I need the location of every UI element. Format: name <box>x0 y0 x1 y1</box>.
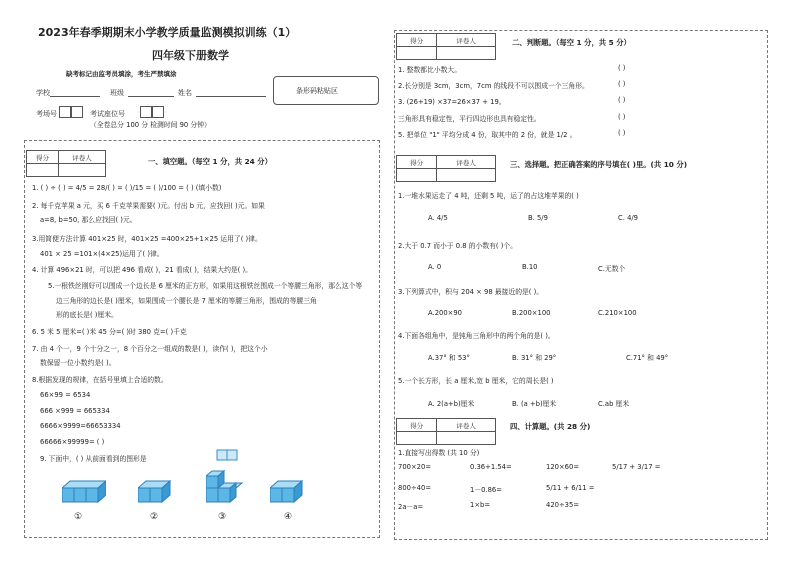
question-9: 9. 下面中，( ) 从前面看到的图形是 <box>40 455 147 463</box>
question-5-line-1: 5.一根铁丝刚好可以围成一个边长是 6 厘米的正方形，如果用这根铁丝围成一个等腰三角形，那么这个等 <box>48 282 363 290</box>
choice-2: 2.大于 0.7 而小于 0.8 的小数有( )个。 <box>398 242 517 250</box>
judge-1-answer[interactable]: ( ) <box>618 64 626 72</box>
exam-notice: 缺考标记由监考员填涂，考生严禁填涂 <box>66 70 177 78</box>
calc-5: 800÷40= <box>398 484 432 492</box>
judge-3: 3. (26+19) ×37=26×37 + 19。 <box>398 98 506 106</box>
cube-figure-2 <box>138 476 174 508</box>
reviewer-header: 评卷人 <box>437 34 496 47</box>
judge-5-answer[interactable]: ( ) <box>618 129 626 137</box>
calc-title: 1.直接写出得数 (共 10 分) <box>398 449 480 457</box>
score-header: 得分 <box>27 151 59 164</box>
question-7-line-1: 7. 由 4 个一，9 个十分之一，8 个百分之一组成的数是( )，读作( )，把这个小 <box>32 345 268 353</box>
calc-9: 1×b= <box>470 501 491 509</box>
judge-3-answer[interactable]: ( ) <box>618 96 626 104</box>
choice-5: 5.一个长方形，长 a 厘米,宽 b 厘米，它的周长是( ) <box>398 377 554 385</box>
score-cell[interactable] <box>397 432 437 445</box>
barcode-label: 条形码粘贴区 <box>296 87 338 95</box>
class-field[interactable] <box>128 96 174 97</box>
choice-3: 3.下列算式中，积与 204 × 98 最接近的是( )。 <box>398 288 544 296</box>
pattern-line-4: 66666×99999= ( ) <box>40 438 105 446</box>
exam-meta: （全卷总分 100 分 检测时间 90 分钟） <box>90 121 211 129</box>
reviewer-cell[interactable] <box>437 47 496 60</box>
school-label: 学校 <box>36 89 50 97</box>
question-1: 1. ( ) ÷ ( ) = 4/5 = 28/( ) = ( )/15 = ( )/100 = ( ) (填小数) <box>32 184 222 192</box>
option-3-label: ③ <box>218 512 227 522</box>
choice-4-b: B. 31° 和 29° <box>512 354 557 362</box>
front-view-shape <box>216 449 238 461</box>
score-table-1 <box>26 150 106 177</box>
calc-7: 5/11 + 6/11 = <box>546 484 595 492</box>
reviewer-cell[interactable] <box>437 169 496 182</box>
pattern-line-3: 6666×9999=66653334 <box>40 422 121 430</box>
question-8: 8.根据发现的规律，在括号里填上合适的数。 <box>32 376 168 384</box>
question-2-line-1: 2. 每千克苹果 a 元，买 6 千克苹果需要( )元。付出 b 元，应找回( )元。如果 <box>32 202 265 210</box>
pattern-line-2: 666 ×999 = 665334 <box>40 407 110 415</box>
cube-figure-3 <box>206 470 246 510</box>
score-cell[interactable] <box>27 164 59 177</box>
reviewer-cell[interactable] <box>437 432 496 445</box>
judge-4: 三角形具有稳定性，平行四边形也具有稳定性。 <box>398 115 541 123</box>
score-header: 得分 <box>397 156 437 169</box>
choice-2-c: C.无数个 <box>598 265 626 273</box>
option-2-label: ② <box>150 512 159 522</box>
choice-1-c: C. 4/9 <box>618 214 639 222</box>
score-table-3 <box>396 155 496 182</box>
cube-figure-4 <box>270 478 310 508</box>
reviewer-header: 评卷人 <box>437 156 496 169</box>
question-6: 6. 5 米 5 厘米=( )米 45 分=( )时 380 克=( )千克 <box>32 328 187 336</box>
choice-4-c: C.71° 和 49° <box>626 354 669 362</box>
exam-room-boxes[interactable] <box>59 106 83 120</box>
choice-5-c: C.ab 厘米 <box>598 400 630 408</box>
judge-2-answer[interactable]: ( ) <box>618 80 626 88</box>
barcode-area <box>273 76 379 105</box>
pattern-line-1: 66×99 = 6534 <box>40 391 91 399</box>
seat-boxes[interactable] <box>140 106 164 120</box>
choice-1-a: A. 4/5 <box>428 214 448 222</box>
section-2-title: 二、判断题。（每空 1 分，共 5 分） <box>512 38 631 47</box>
option-4-label: ④ <box>284 512 293 522</box>
school-field[interactable] <box>50 96 100 97</box>
choice-3-c: C.210×100 <box>598 309 637 317</box>
question-3-line-1: 3.用简便方法计算 401×25 时，401×25 =400×25+1×25 运用了( )律。 <box>32 235 262 243</box>
question-5-line-3: 形的底长是( )厘米。 <box>56 311 118 319</box>
question-4: 4. 计算 496×21 时，可以把 496 看成( )，21 看成( )，结果大约是( )。 <box>32 266 252 274</box>
cube-figure-1 <box>62 478 106 508</box>
question-3-line-2: 401 × 25 =101×(4×25)运用了( )律。 <box>40 250 164 258</box>
score-header: 得分 <box>397 34 437 47</box>
class-label: 班级 <box>110 89 124 97</box>
exam-room-label: 考场号 <box>36 110 57 118</box>
score-table-2 <box>396 33 496 60</box>
seat-label: 考试座位号 <box>90 110 125 118</box>
right-column-box <box>394 30 768 540</box>
page-title: 2023年春季期期末小学教学质量监测模拟训练（1） <box>38 26 297 39</box>
score-header: 得分 <box>397 419 437 432</box>
option-1-label: ① <box>74 512 83 522</box>
name-label: 姓名 <box>178 89 192 97</box>
section-4-title: 四、计算题。(共 28 分) <box>510 422 591 431</box>
choice-2-a: A. 0 <box>428 263 442 271</box>
name-field[interactable] <box>196 96 266 97</box>
choice-1-b: B. 5/9 <box>528 214 548 222</box>
reviewer-header: 评卷人 <box>437 419 496 432</box>
choice-1: 1.一堆水果运走了 4 吨，还剩 5 吨，运了的占这堆苹果的( ) <box>398 192 579 200</box>
score-cell[interactable] <box>397 47 437 60</box>
calc-2: 0.36+1.54= <box>470 463 512 471</box>
calc-8: 2a－a= <box>398 503 424 511</box>
calc-10: 420÷35= <box>546 501 580 509</box>
reviewer-cell[interactable] <box>59 164 106 177</box>
section-1-title: 一、填空题。（每空 1 分，共 24 分） <box>148 157 272 166</box>
calc-3: 120×60= <box>546 463 580 471</box>
judge-4-answer[interactable]: ( ) <box>618 113 626 121</box>
judge-1: 1. 整数都比小数大。 <box>398 66 462 74</box>
calc-6: 1－0.86= <box>470 486 502 494</box>
choice-3-a: A.200×90 <box>428 309 463 317</box>
section-3-title: 三、选择题。把正确答案的序号填在( )里。(共 10 分) <box>510 160 688 169</box>
judge-5: 5. 把单位 "1" 平均分成 4 份，取其中的 2 份，就是 1/2 。 <box>398 131 577 139</box>
question-2-line-2: a=8, b=50, 那么应找回( )元。 <box>40 216 137 224</box>
choice-3-b: B.200×100 <box>512 309 551 317</box>
choice-5-a: A. 2(a+b)厘米 <box>428 400 475 408</box>
score-cell[interactable] <box>397 169 437 182</box>
choice-4: 4.下面各组角中，是钝角三角形中的两个角的是( )。 <box>398 332 555 340</box>
page-subtitle: 四年级下册数学 <box>152 49 229 62</box>
calc-1: 700×20= <box>398 463 432 471</box>
choice-2-b: B.10 <box>522 263 538 271</box>
score-table-4 <box>396 418 496 445</box>
judge-2: 2.长分别是 3cm，3cm，7cm 的线段不可以围成一个三角形。 <box>398 82 589 90</box>
reviewer-header: 评卷人 <box>59 151 106 164</box>
question-5-line-2: 边三角形的边长是( )厘米，如果围成一个腰长是 7 厘米的等腰三角形，围成的等腰三角 <box>56 297 317 305</box>
calc-4: 5/17 + 3/17 = <box>612 463 661 471</box>
question-7-line-2: 数保留一位小数约是( )。 <box>40 359 116 367</box>
choice-4-a: A.37° 和 53° <box>428 354 470 362</box>
choice-5-b: B. (a +b)厘米 <box>512 400 557 408</box>
